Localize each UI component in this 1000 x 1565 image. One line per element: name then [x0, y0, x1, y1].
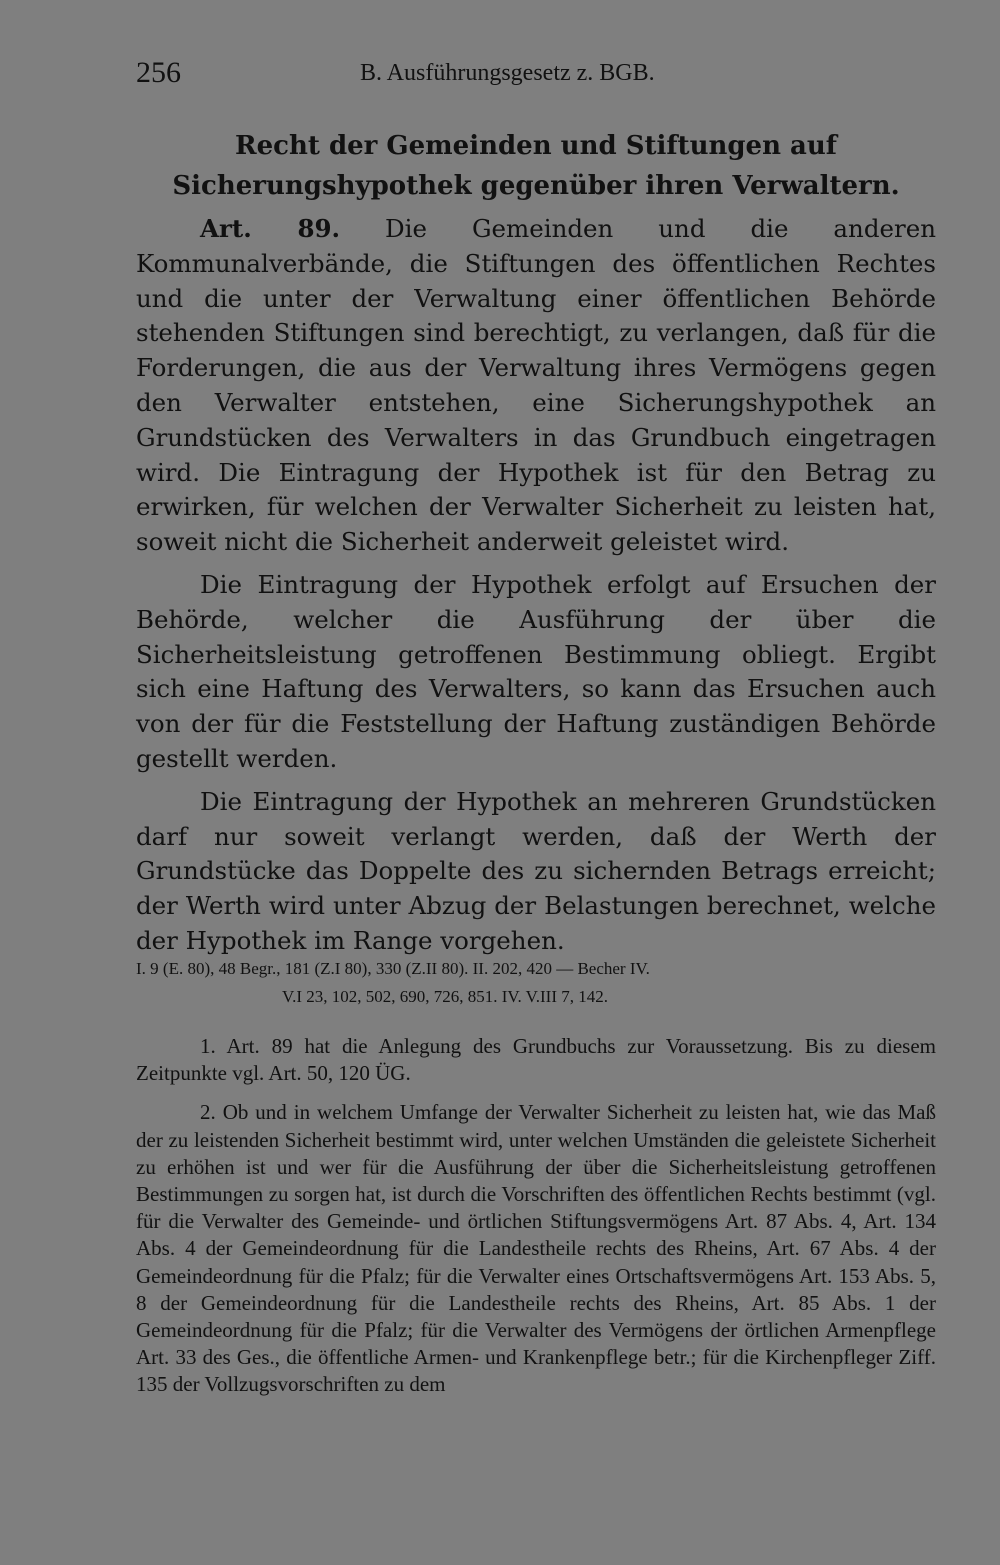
- references-line-1: I. 9 (E. 80), 48 Begr., 181 (Z.I 80), 330 (Z.II 80). II. 202, 420 — Becher IV.: [136, 959, 650, 978]
- source-references: [136, 955, 936, 1011]
- page-header: [136, 56, 936, 96]
- note-1: 1. Art. 89 hat die Anlegung des Grundbuchs zur Voraussetzung. Bis zu diesem Zeitpunkte vgl. Art. 50, 120 ÜG.: [136, 1034, 936, 1086]
- article-body: [136, 212, 936, 959]
- article-paragraph-1: [136, 212, 936, 560]
- article-label: Art. 89.: [200, 214, 341, 243]
- commentary-notes: [136, 1033, 936, 1399]
- article-paragraph-3: Die Eintragung der Hypothek an mehreren Grundstücken darf nur soweit verlangt werden, daß der Werth der Grundstücke das Doppelte des zu sichernden Betrags erreicht; der Werth wird unter Abzug der Belastungen berechnet, welche der Hypothek im Range vorgehen.: [136, 786, 936, 955]
- section-title: Recht der Gemeinden und Stiftungen auf Sicherungshypothek gegenüber ihren Verwaltern.: [172, 131, 900, 201]
- page-number: 256: [136, 56, 181, 89]
- article-paragraph-2: Die Eintragung der Hypothek erfolgt auf Ersuchen der Behörde, welcher die Ausführung der über die Sicherheitsleistung getroffenen Bestimmung obliegt. Ergibt sich eine Haftung des Verwalters, so kann das Ersuchen auch von der für die Feststellung der Haftung zuständigen Behörde gestellt werden.: [136, 569, 936, 773]
- references-line-2: V.I 23, 102, 502, 690, 726, 851. IV. V.III 7, 142.: [282, 987, 609, 1006]
- article-paragraph-1-text: Die Gemeinden und die anderen Kommunalverbände, die Stiftungen des öffentlichen Rechtes und die unter der Verwaltung einer öffentlichen Behörde stehenden Stiftungen sind berechtigt, zu verlangen, daß für die Forderungen, die aus der Verwaltung ihres Vermögens gegen den Verwalter entstehen, eine Sicherungshypothek an Grundstücken des Verwalters in das Grundbuch eingetragen wird. Die Eintragung der Hypothek ist für den Betrag zu erwirken, für welchen der Verwalter Sicherheit zu leisten hat, soweit nicht die Sicherheit anderweit geleistet wird.: [136, 214, 936, 557]
- note-2: 2. Ob und in welchem Umfange der Verwalter Sicherheit zu leisten hat, wie das Maß der zu leistenden Sicherheit bestimmt wird, unter welchen Umständen die geleistete Sicherheit zu erhöhen ist und wer für die Ausführung der über die Sicherheitsleistung getroffenen Bestimmungen zu sorgen hat, ist durch die Vorschriften des öffentlichen Rechts bestimmt (vgl. für die Verwalter des Gemeinde- und örtlichen Stiftungsvermögens Art. 87 Abs. 4, Art. 134 Abs. 4 der Gemeindeordnung für die Landestheile rechts des Rheins, Art. 67 Abs. 4 der Gemeindeordnung für die Pfalz; für die Verwalter eines Ortschaftsvermögens Art. 153 Abs. 5, 8 der Gemeindeordnung für die Landestheile rechts des Rheins, Art. 85 Abs. 1 der Gemeindeordnung für die Pfalz; für die Verwalter des Vermögens der örtlichen Armenpflege Art. 33 des Ges., die öffentliche Armen- und Krankenpflege betr.; für die Kirchenpfleger Ziff. 135 der Vollzugsvorschriften zu dem: [136, 1100, 936, 1397]
- running-title: B. Ausführungsgesetz z. BGB.: [360, 60, 655, 86]
